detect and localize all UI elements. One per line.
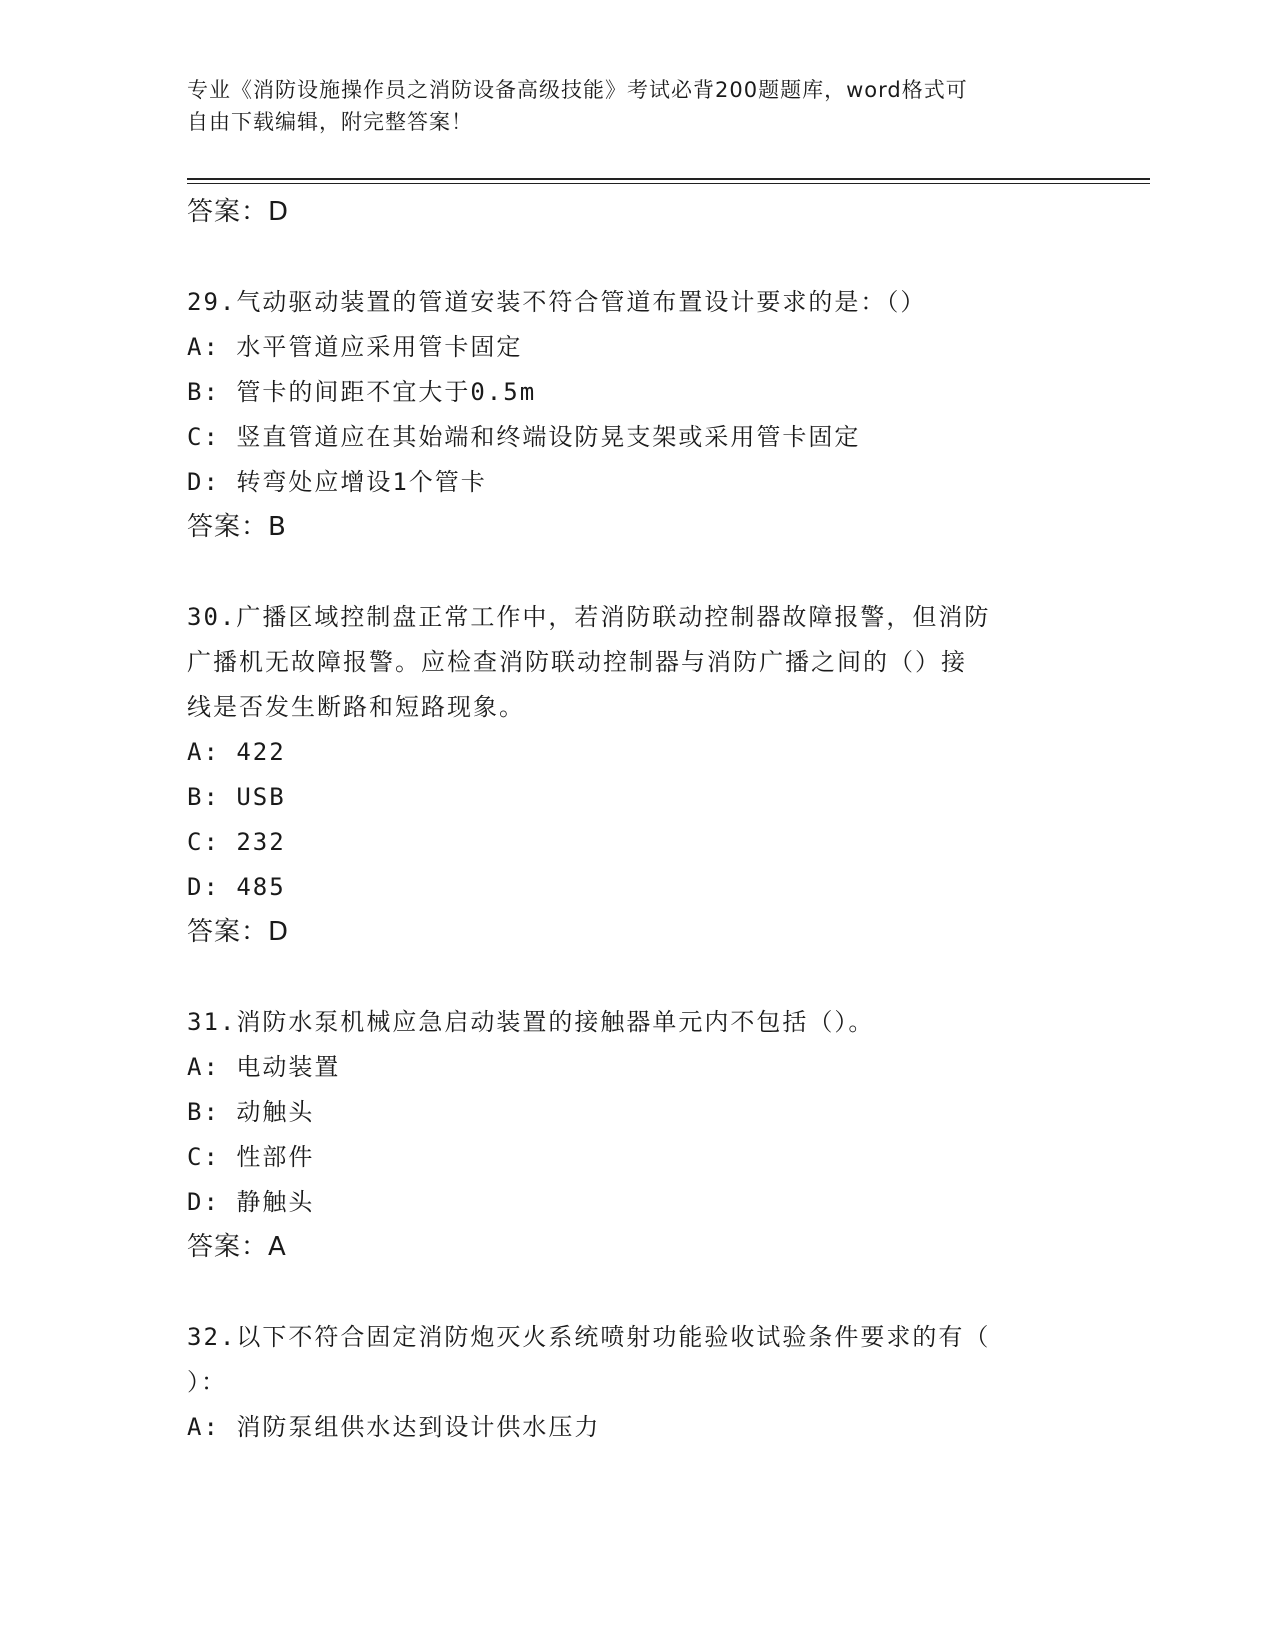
option-b: B: USB	[187, 783, 286, 811]
stem-line: 29.气动驱动装置的管道安装不符合管道布置设计要求的是：（）	[187, 288, 927, 316]
option-b: B: 动触头	[187, 1098, 315, 1126]
stem-line: 32.以下不符合固定消防炮灭火系统喷射功能验收试验条件要求的有（	[187, 1323, 991, 1351]
answer-line: 答案：D	[187, 197, 290, 227]
question-29	[187, 280, 1087, 549]
document-header	[187, 74, 1087, 138]
question-stem	[187, 1000, 1087, 1045]
question-stem	[187, 1315, 1087, 1405]
header-line-2: 自由下载编辑，附完整答案！	[187, 110, 473, 134]
option-d: D: 静触头	[187, 1188, 315, 1216]
stem-line: 30.广播区域控制盘正常工作中，若消防联动控制器故障报警，但消防	[187, 603, 991, 631]
option-a: A: 电动装置	[187, 1053, 341, 1081]
stem-line: 广播机无故障报警。应检查消防联动控制器与消防广播之间的（）接	[187, 648, 967, 676]
option-c: C: 232	[187, 828, 286, 856]
option-c: C: 性部件	[187, 1143, 315, 1171]
option-a: A: 消防泵组供水达到设计供水压力	[187, 1413, 601, 1441]
stem-line: 31.消防水泵机械应急启动装置的接触器单元内不包括（）。	[187, 1008, 875, 1036]
question-list	[187, 190, 1087, 1496]
option-b: B: 管卡的间距不宜大于0.5m	[187, 378, 537, 406]
answer-line: 答案：A	[187, 1232, 287, 1262]
option-a: A: 422	[187, 738, 286, 766]
option-a: A: 水平管道应采用管卡固定	[187, 333, 523, 361]
question-30	[187, 595, 1087, 954]
header-divider-thick	[187, 178, 1150, 180]
stem-line: 线是否发生断路和短路现象。	[187, 693, 525, 721]
question-stem	[187, 595, 1087, 730]
answer-line: 答案：D	[187, 917, 290, 947]
question-31	[187, 1000, 1087, 1269]
answer-line: 答案：B	[187, 512, 287, 542]
option-d: D: 转弯处应增设1个管卡	[187, 468, 487, 496]
header-line-1: 专业《消防设施操作员之消防设备高级技能》考试必背200题题库，word格式可	[187, 78, 968, 102]
stem-line: ）：	[187, 1368, 227, 1396]
header-divider-thin	[187, 183, 1150, 184]
option-c: C: 竖直管道应在其始端和终端设防晃支架或采用管卡固定	[187, 423, 861, 451]
question-32	[187, 1315, 1087, 1450]
option-d: D: 485	[187, 873, 286, 901]
question-stem	[187, 280, 1087, 325]
